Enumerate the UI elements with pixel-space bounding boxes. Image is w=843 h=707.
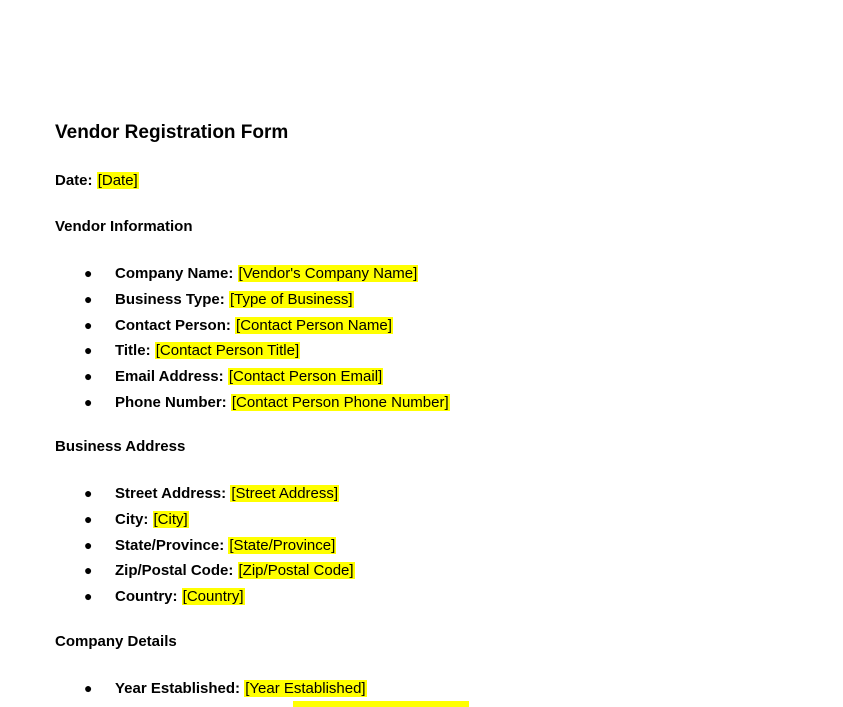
cutoff-next-line-highlight: [293, 701, 469, 707]
field-placeholder[interactable]: [Street Address]: [231, 485, 339, 502]
bullet-icon: ●: [84, 316, 93, 333]
field-label: Company Name:: [115, 265, 234, 282]
field-label: City:: [115, 510, 149, 528]
document-title: Vendor Registration Form: [55, 122, 289, 143]
field-placeholder[interactable]: [Vendor's Company Name]: [238, 265, 418, 282]
field-placeholder[interactable]: [Contact Person Name]: [236, 316, 392, 334]
date-line: [55, 172, 139, 189]
bullet-icon: ●: [84, 342, 93, 359]
bullet-icon: ●: [84, 588, 93, 605]
field-placeholder[interactable]: [Country]: [182, 588, 244, 606]
field-label: Title:: [115, 342, 151, 360]
field-placeholder[interactable]: [Type of Business]: [229, 290, 353, 308]
bullet-icon: ●: [84, 510, 93, 527]
field-label: Year Established:: [115, 680, 241, 697]
field-placeholder[interactable]: [Contact Person Email]: [228, 368, 383, 386]
field-label: Country:: [115, 588, 178, 606]
field-placeholder[interactable]: [City]: [153, 510, 188, 528]
bullet-icon: ●: [84, 680, 93, 696]
date-label: Date:: [55, 172, 93, 189]
bullet-icon: ●: [84, 368, 93, 385]
field-label: Zip/Postal Code:: [115, 562, 234, 580]
date-placeholder[interactable]: [Date]: [97, 172, 138, 189]
field-placeholder[interactable]: [Year Established]: [245, 680, 366, 697]
field-label: Street Address:: [115, 485, 227, 502]
field-label: State/Province:: [115, 536, 225, 554]
field-placeholder[interactable]: [Zip/Postal Code]: [238, 562, 354, 580]
bullet-icon: ●: [84, 290, 93, 307]
section-heading-business-address: Business Address: [55, 438, 186, 455]
bullet-icon: ●: [84, 485, 93, 501]
bullet-icon: ●: [84, 393, 93, 410]
field-placeholder[interactable]: [Contact Person Title]: [155, 342, 300, 360]
section-heading-company-details: Company Details: [55, 633, 177, 650]
bullet-icon: ●: [84, 265, 93, 281]
field-label: Phone Number:: [115, 393, 227, 411]
field-placeholder[interactable]: [Contact Person Phone Number]: [231, 393, 449, 411]
field-placeholder[interactable]: [State/Province]: [229, 536, 336, 554]
field-label: Business Type:: [115, 290, 225, 308]
section-heading-vendor-information: Vendor Information: [55, 218, 193, 235]
field-label: Email Address:: [115, 368, 224, 386]
bullet-icon: ●: [84, 536, 93, 553]
bullet-icon: ●: [84, 562, 93, 579]
field-label: Contact Person:: [115, 316, 231, 334]
